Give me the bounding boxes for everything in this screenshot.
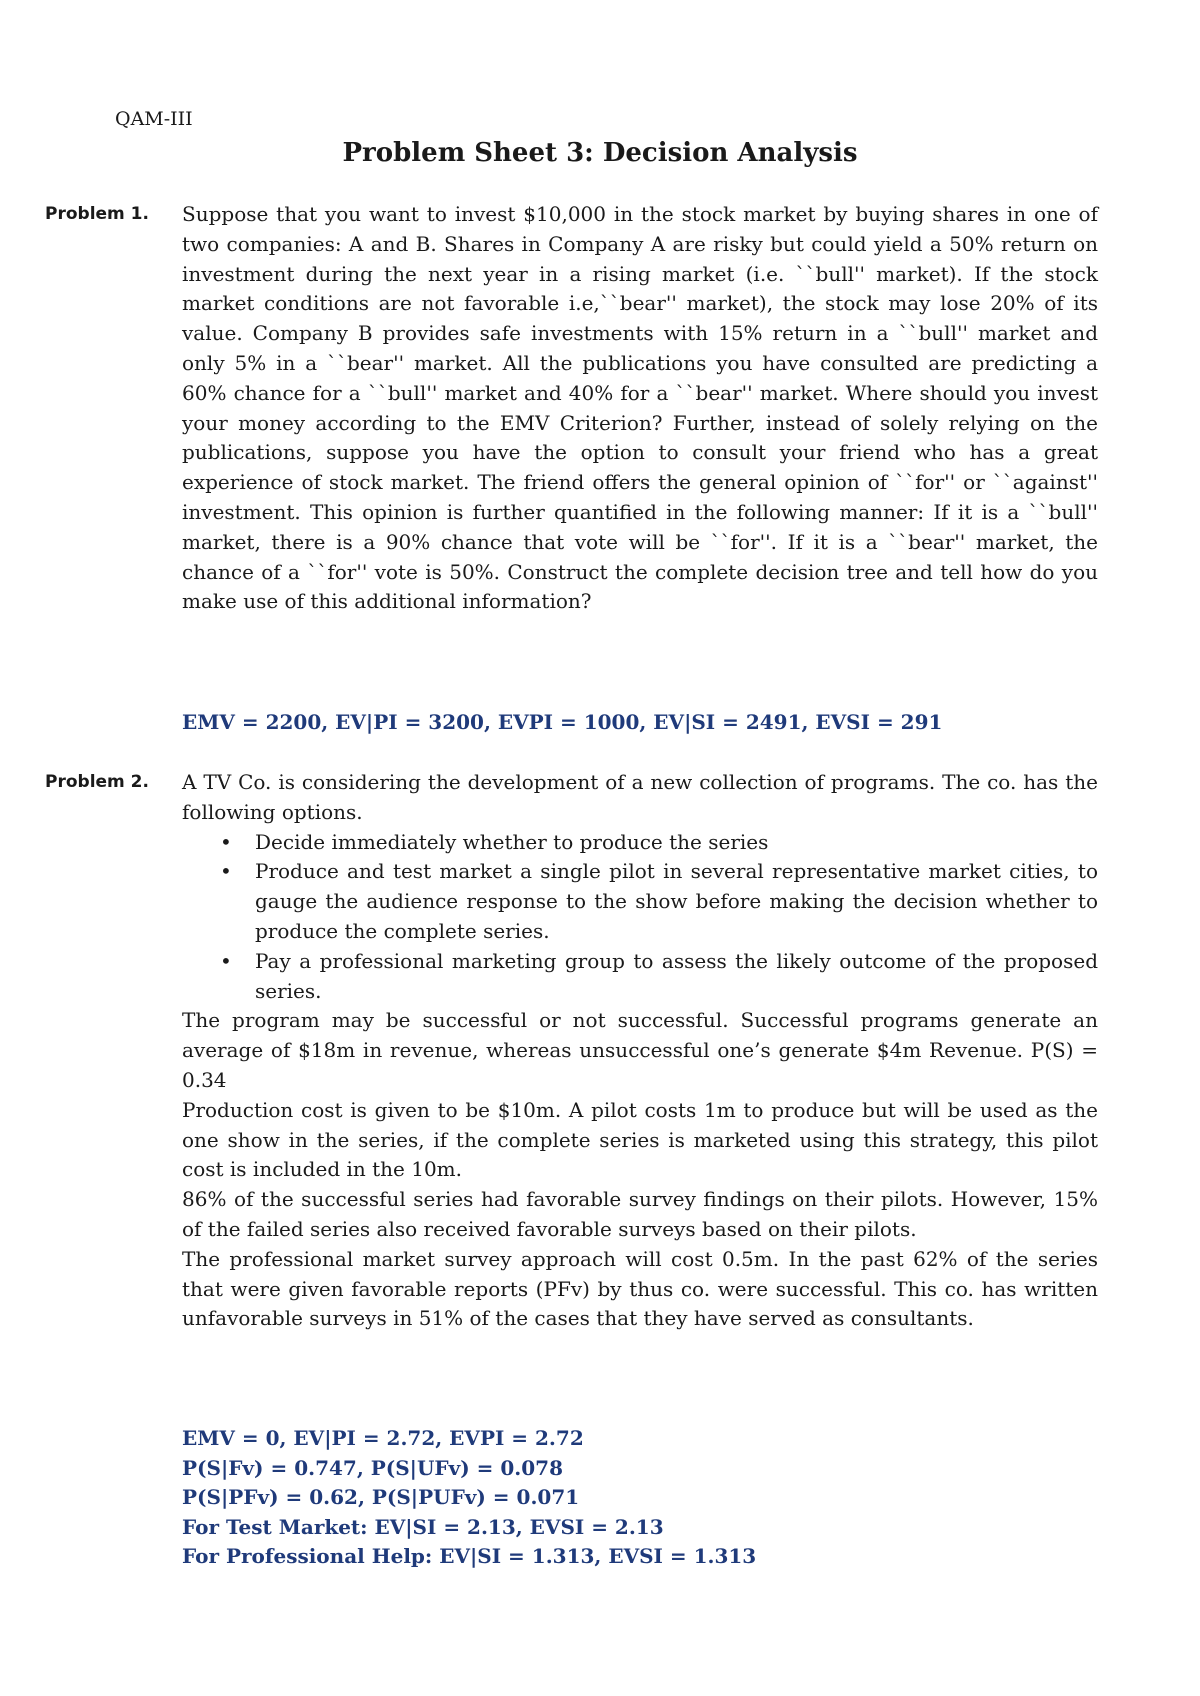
problem-2-paragraph: The professional market survey approach will cost 0.5m. In the past 62% of the series that were given favorable reports (PFv) by thus co. were successful. This co. has written unfavorable surveys in 51% of the cases that they have served as consultants.: [182, 1246, 1098, 1331]
answer-line: For Professional Help: EV|SI = 1.313, EVSI = 1.313: [182, 1544, 757, 1568]
options-list: [182, 828, 1098, 1007]
problem-2-intro: A TV Co. is considering the development of a new collection of programs. The co. has the following options.: [182, 770, 1098, 824]
bullet-icon: •: [220, 829, 232, 854]
list-item: • Pay a professional marketing group to assess the likely outcome of the proposed series.: [220, 948, 1098, 1003]
answer-line: P(S|Fv) = 0.747, P(S|UFv) = 0.078: [182, 1455, 563, 1480]
course-code: QAM-III: [115, 108, 193, 130]
problem-2-answers: [182, 1424, 1098, 1572]
list-item: • Decide immediately whether to produce the series: [255, 828, 1098, 858]
bullet-icon: •: [220, 859, 232, 884]
problem-1-text: Suppose that you want to invest $10,000 in the stock market by buying shares in one of two companies: A and B. Shares in Company A are risky but could yield a 50% return on investment during the next year in a rising market (i.e. ``bull'' market). If the stock market conditions are not favorable i.e,``bear'' market), the stock may lose 20% of its value. Company B provides safe investments with 15% return in a ``bull'' market and only 5% in a ``bear'' market. All the publications you have consulted are predicting a 60% chance for a ``bull'' market and 40% for a ``bear'' market. Where should you invest your money according to the EMV Criterion? Further, instead of solely relying on the publications, suppose you have the option to consult your friend who has a great experience of stock market. The friend offers the general opinion of ``for'' or ``against'' investment. This opinion is further quantified in the following manner: If it is a ``bull'' market, there is a 90% chance that vote will be ``for''. If it is a ``bear'' market, the chance of a ``for'' vote is 50%. Construct the complete decision tree and tell how do you make use of this additional information?: [182, 202, 1098, 614]
problem-1-content: [182, 200, 1098, 617]
bullet-icon: •: [220, 948, 232, 973]
problem-2-label: Problem 2.: [45, 772, 149, 792]
page-title: Problem Sheet 3: Decision Analysis: [342, 138, 858, 168]
problem-2-content: [182, 768, 1098, 1334]
answer-line: P(S|PFv) = 0.62, P(S|PUFv) = 0.071: [182, 1485, 580, 1509]
problem-1-label: Problem 1.: [45, 204, 149, 224]
problem-1-answer: EMV = 2200, EV|PI = 3200, EVPI = 1000, EV|SI = 2491, EVSI = 291: [182, 710, 943, 734]
list-item: • Produce and test market a single pilot in several representative market cities, to gauge the audience response to the show before making the decision whether to produce the complete series.: [220, 859, 1098, 943]
answer-line: For Test Market: EV|SI = 2.13, EVSI = 2.13: [182, 1514, 664, 1539]
problem-2-paragraph: The program may be successful or not successful. Successful programs generate an average of $18m in revenue, whereas unsuccessful one’s generate $4m Revenue. P(S) = 0.34: [182, 1008, 1098, 1092]
problem-2-paragraph: Production cost is given to be $10m. A pilot costs 1m to produce but will be used as the one show in the series, if the complete series is marketed using this strategy, this pilot cost is included in the 10m.: [182, 1097, 1098, 1182]
answer-line: EMV = 0, EV|PI = 2.72, EVPI = 2.72: [182, 1426, 584, 1450]
problem-2-paragraph: 86% of the successful series had favorable survey findings on their pilots. However, 15% of the failed series also received favorable surveys based on their pilots.: [182, 1187, 1098, 1241]
